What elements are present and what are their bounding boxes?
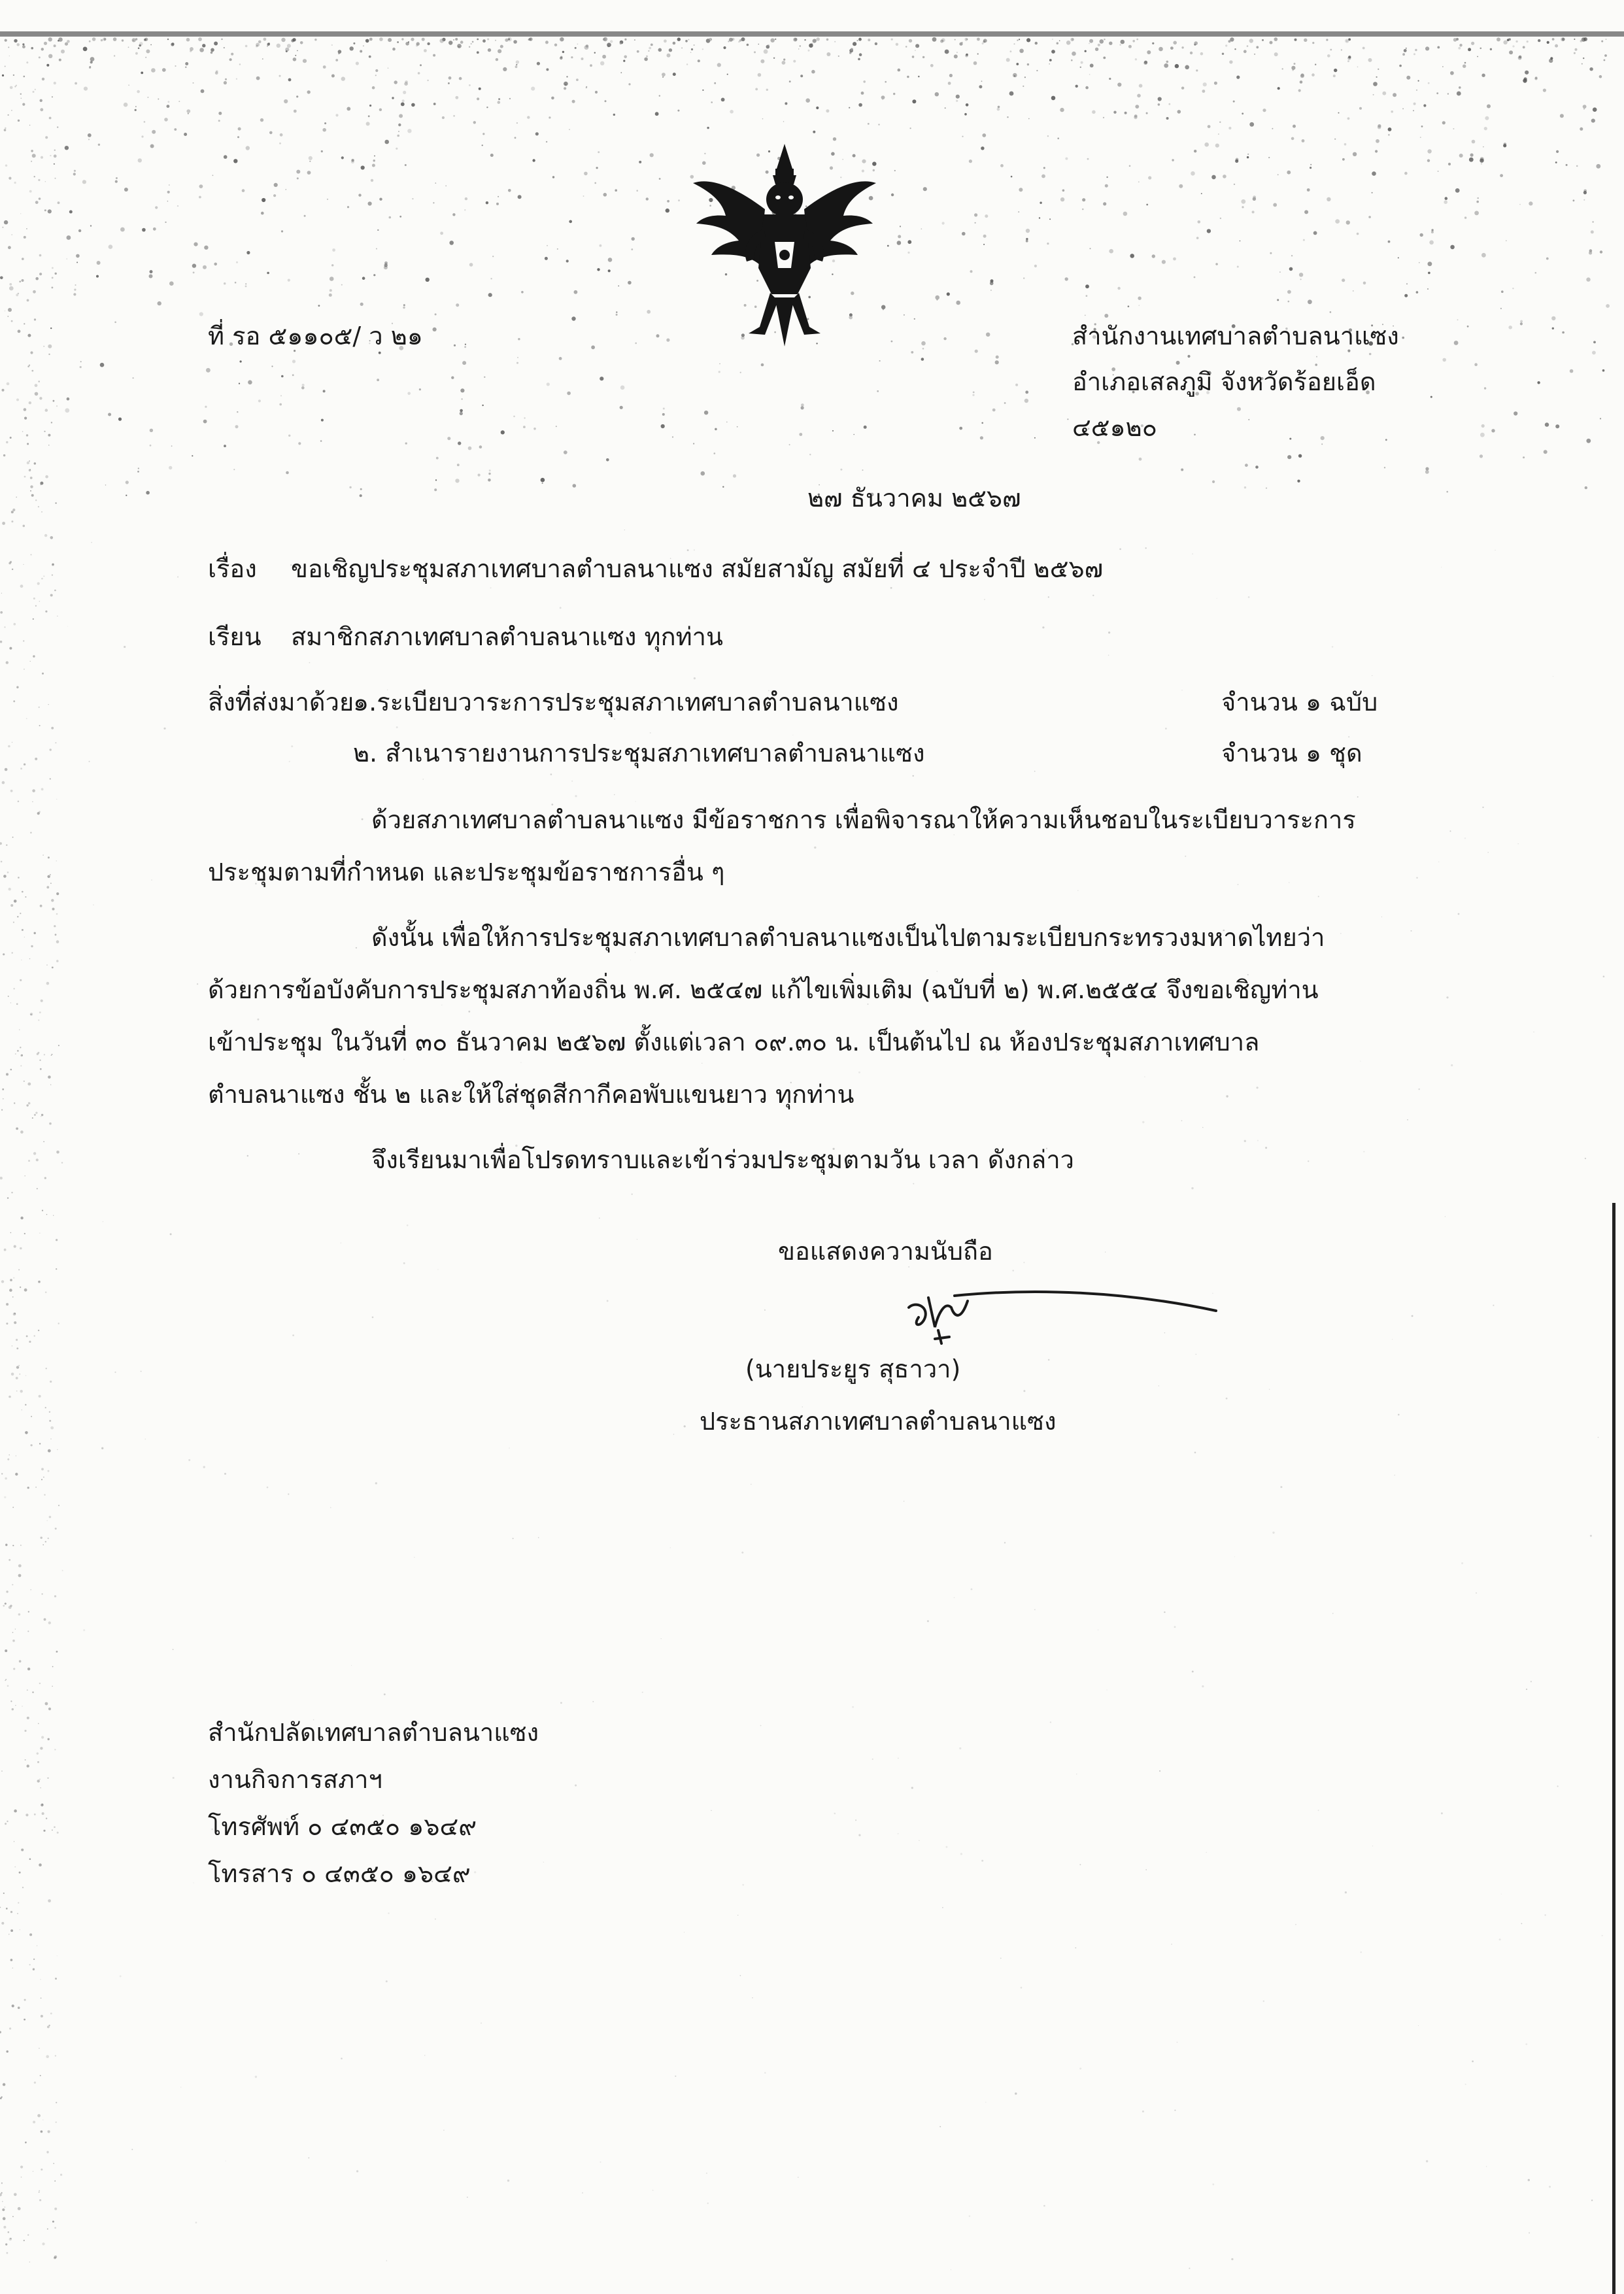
enclosure-label: สิ่งที่ส่งมาด้วย — [208, 688, 354, 717]
sender-office: สำนักงานเทศบาลตำบลนาแซง — [1072, 322, 1399, 350]
sender-postcode: ๔๕๑๒๐ — [1072, 413, 1157, 442]
enclosure-item: ๑.ระเบียบวาระการประชุมสภาเทศบาลตำบลนาแซง — [353, 688, 899, 717]
to-label: เรียน — [208, 622, 262, 651]
enclosure-item: ๒. สำเนารายงานการประชุมสภาเทศบาลตำบลนาแซง — [353, 739, 925, 767]
subject-label: เรื่อง — [208, 554, 257, 583]
subject-text: ขอเชิญประชุมสภาเทศบาลตำบลนาแซง สมัยสามัญ สมัยที่ ๔ ประจำปี ๒๕๖๗ — [291, 554, 1104, 583]
closing-paragraph: จึงเรียนมาเพื่อโปรดทราบและเข้าร่วมประชุมตามวัน เวลา ดังกล่าว — [371, 1145, 1075, 1174]
signatory-title: ประธานสภาเทศบาลตำบลนาแซง — [700, 1407, 1057, 1436]
letter-date: ๒๗ ธันวาคม ๒๕๖๗ — [807, 484, 1021, 513]
paragraph-1-line: ประชุมตามที่กำหนด และประชุมข้อราชการอื่น ๆ — [208, 858, 725, 886]
scan-edge-right — [1612, 1203, 1616, 2294]
sender-district: อำเภอเสลภูมิ จังหวัดร้อยเอ็ด — [1072, 367, 1376, 396]
paragraph-2-line: ตำบลนาแซง ชั้น ๒ และให้ใส่ชุดสีกากีคอพับแขนยาว ทุกท่าน — [208, 1080, 854, 1109]
handwritten-signature — [889, 1281, 1229, 1353]
signatory-name: (นายประยูร สุธาวา) — [745, 1355, 961, 1383]
enclosure-qty: จำนวน ๑ ฉบับ — [1221, 688, 1378, 717]
footer-department: สำนักปลัดเทศบาลตำบลนาแซง — [208, 1718, 539, 1747]
footer-phone: โทรศัพท์ ๐ ๔๓๕๐ ๑๖๔๙ — [208, 1812, 477, 1841]
to-text: สมาชิกสภาเทศบาลตำบลนาแซง ทุกท่าน — [291, 622, 723, 651]
footer-section: งานกิจการสภาฯ — [208, 1765, 382, 1794]
paragraph-1-line: ด้วยสภาเทศบาลตำบลนาแซง มีข้อราชการ เพื่อพิจารณาให้ความเห็นชอบในระเบียบวาระการ — [371, 805, 1356, 834]
paragraph-2-line: ด้วยการข้อบังคับการประชุมสภาท้องถิ่น พ.ศ. ๒๕๔๗ แก้ไขเพิ่มเติม (ฉบับที่ ๒) พ.ศ.๒๕๕๔ จึงขอเชิญท่าน — [208, 975, 1319, 1004]
paragraph-2-line: ดังนั้น เพื่อให้การประชุมสภาเทศบาลตำบลนาแซงเป็นไปตามระเบียบกระทรวงมหาดไทยว่า — [371, 923, 1325, 952]
complimentary-close: ขอแสดงความนับถือ — [778, 1237, 993, 1266]
reference-number: ที่ รอ ๕๑๑๐๕/ ว ๒๑ — [208, 322, 423, 350]
footer-fax: โทรสาร ๐ ๔๓๕๐ ๑๖๔๙ — [208, 1859, 471, 1888]
paragraph-2-line: เข้าประชุม ในวันที่ ๓๐ ธันวาคม ๒๕๖๗ ตั้งแต่เวลา ๐๙.๓๐ น. เป็นต้นไป ณ ห้องประชุมสภาเทศบาล — [208, 1028, 1260, 1056]
garuda-emblem — [686, 137, 883, 353]
enclosure-qty: จำนวน ๑ ชุด — [1221, 739, 1362, 767]
